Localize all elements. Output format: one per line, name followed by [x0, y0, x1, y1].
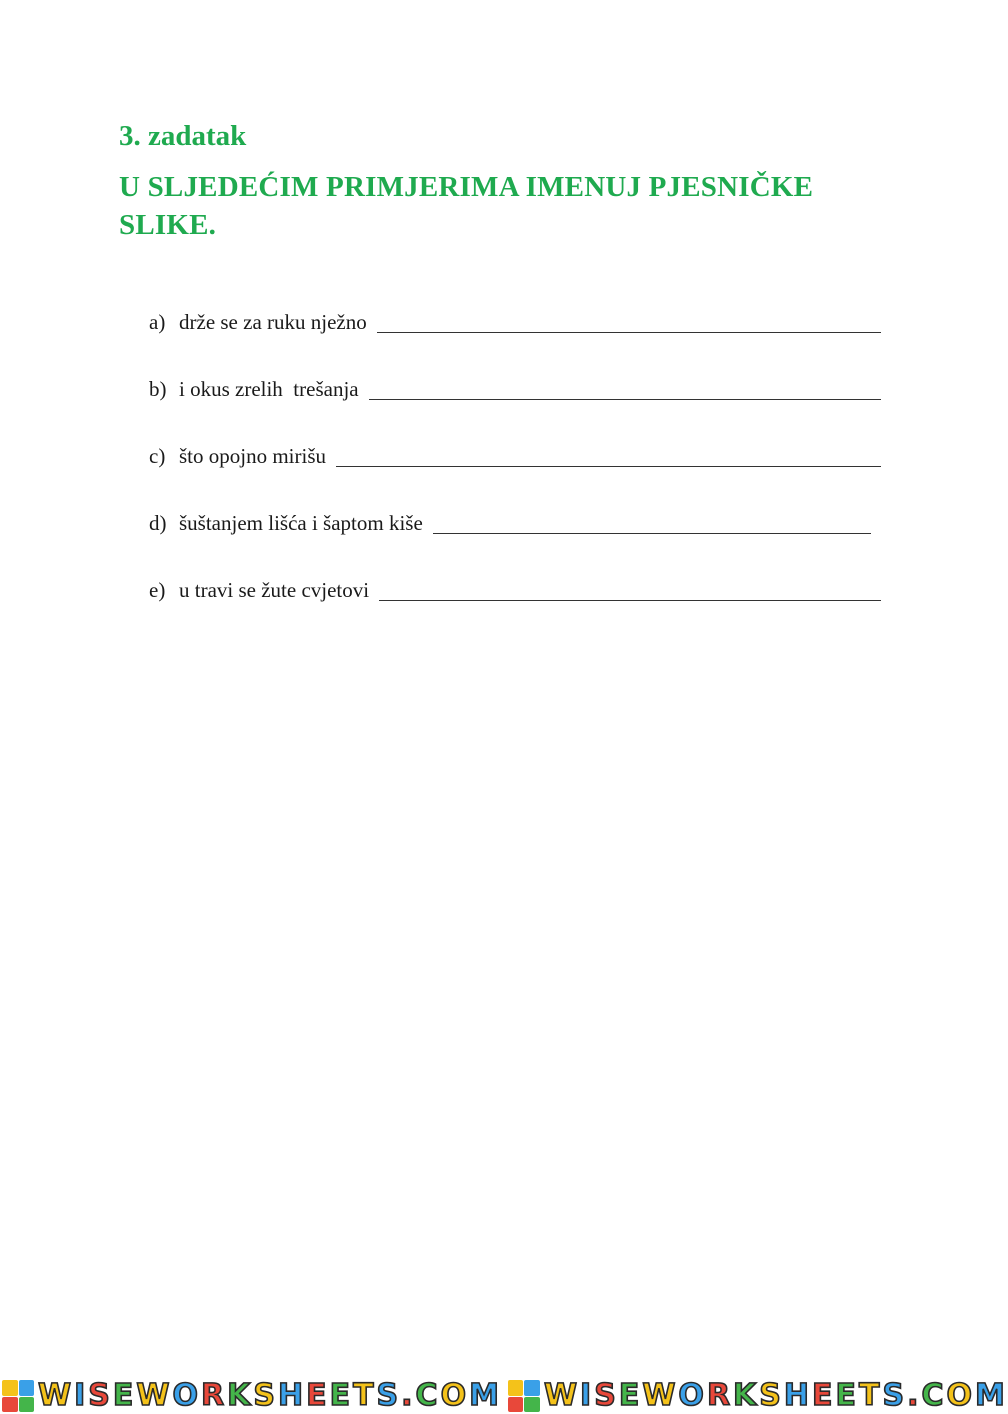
brand-letter: S [594, 1378, 619, 1413]
brand-letter: R [706, 1378, 734, 1413]
logo-tile-icon [2, 1380, 34, 1412]
brand-name [38, 1379, 502, 1413]
brand-name [544, 1379, 1008, 1413]
brand-letter: W [642, 1378, 679, 1413]
brand-letter: H [277, 1378, 307, 1413]
brand-letter: E [112, 1378, 137, 1413]
exercise-item-b [149, 373, 889, 440]
footer-watermark [0, 1378, 1008, 1414]
item-text: šuštanjem lišća i šaptom kiše [179, 511, 423, 535]
brand-letter: I [580, 1378, 595, 1413]
logo-square-red [508, 1397, 524, 1413]
brand-letter: I [74, 1378, 89, 1413]
brand-letter: K [227, 1378, 254, 1413]
brand-letter: E [835, 1378, 860, 1413]
exercise-list [149, 306, 889, 641]
brand-letter: C [921, 1378, 947, 1413]
exercise-item-c [149, 440, 889, 507]
brand-letter: T [859, 1378, 883, 1413]
logo-tile-icon [508, 1380, 540, 1412]
brand-letter: C [415, 1378, 441, 1413]
item-text: drže se za ruku nježno [179, 310, 367, 334]
brand-letter: E [618, 1378, 643, 1413]
brand-letter: S [759, 1378, 784, 1413]
brand-letter: E [812, 1378, 836, 1413]
item-text: u travi se žute cvjetovi [179, 578, 370, 602]
brand-letter: O [678, 1378, 707, 1413]
brand-letter: O [946, 1378, 976, 1413]
answer-input-a[interactable] [377, 306, 881, 333]
logo-square-yellow [508, 1380, 524, 1396]
brand-letter: W [543, 1378, 581, 1413]
brand-letter: S [253, 1378, 278, 1413]
brand-letter: O [172, 1378, 201, 1413]
answer-input-b[interactable] [369, 373, 881, 400]
brand-letter: E [306, 1378, 330, 1413]
logo-square-yellow [2, 1380, 18, 1396]
brand-letter: O [440, 1378, 470, 1413]
logo-square-blue [524, 1380, 540, 1396]
item-letter: b) [149, 377, 167, 401]
task-number: 3. zadatak [119, 120, 247, 152]
logo-square-red [2, 1397, 18, 1413]
brand-letter: W [38, 1378, 75, 1413]
brand-letter: M [975, 1378, 1008, 1413]
brand-letter: H [783, 1378, 813, 1413]
brand-letter: M [469, 1378, 502, 1413]
exercise-item-a [149, 306, 889, 373]
brand-letter: . [401, 1378, 416, 1413]
brand-letter: R [200, 1378, 228, 1413]
brand-letter: S [882, 1378, 908, 1413]
brand-letter: E [329, 1378, 354, 1413]
answer-input-e[interactable] [379, 574, 881, 601]
logo-square-green [19, 1397, 35, 1413]
item-letter: c) [149, 444, 166, 468]
brand-letter: S [88, 1378, 113, 1413]
logo-square-green [524, 1397, 540, 1413]
answer-input-d[interactable] [433, 507, 871, 534]
brand-letter: . [907, 1378, 922, 1413]
brand-letter: K [733, 1378, 760, 1413]
brand-logo [2, 1379, 502, 1413]
logo-square-blue [19, 1380, 35, 1396]
exercise-item-e [149, 574, 889, 641]
item-text: i okus zrelih trešanja [179, 377, 359, 401]
item-letter: a) [149, 310, 166, 334]
brand-logo [508, 1379, 1008, 1413]
task-instruction: U SLJEDEĆIM PRIMJERIMA IMENUJ PJESNIČKE SLIKE. [119, 171, 814, 241]
brand-letter: S [376, 1378, 402, 1413]
exercise-item-d [149, 507, 889, 574]
item-letter: d) [149, 511, 167, 535]
brand-letter: W [136, 1378, 173, 1413]
item-text: što opojno mirišu [179, 444, 327, 468]
answer-input-c[interactable] [336, 440, 881, 467]
brand-letter: T [353, 1378, 377, 1413]
item-letter: e) [149, 578, 166, 602]
